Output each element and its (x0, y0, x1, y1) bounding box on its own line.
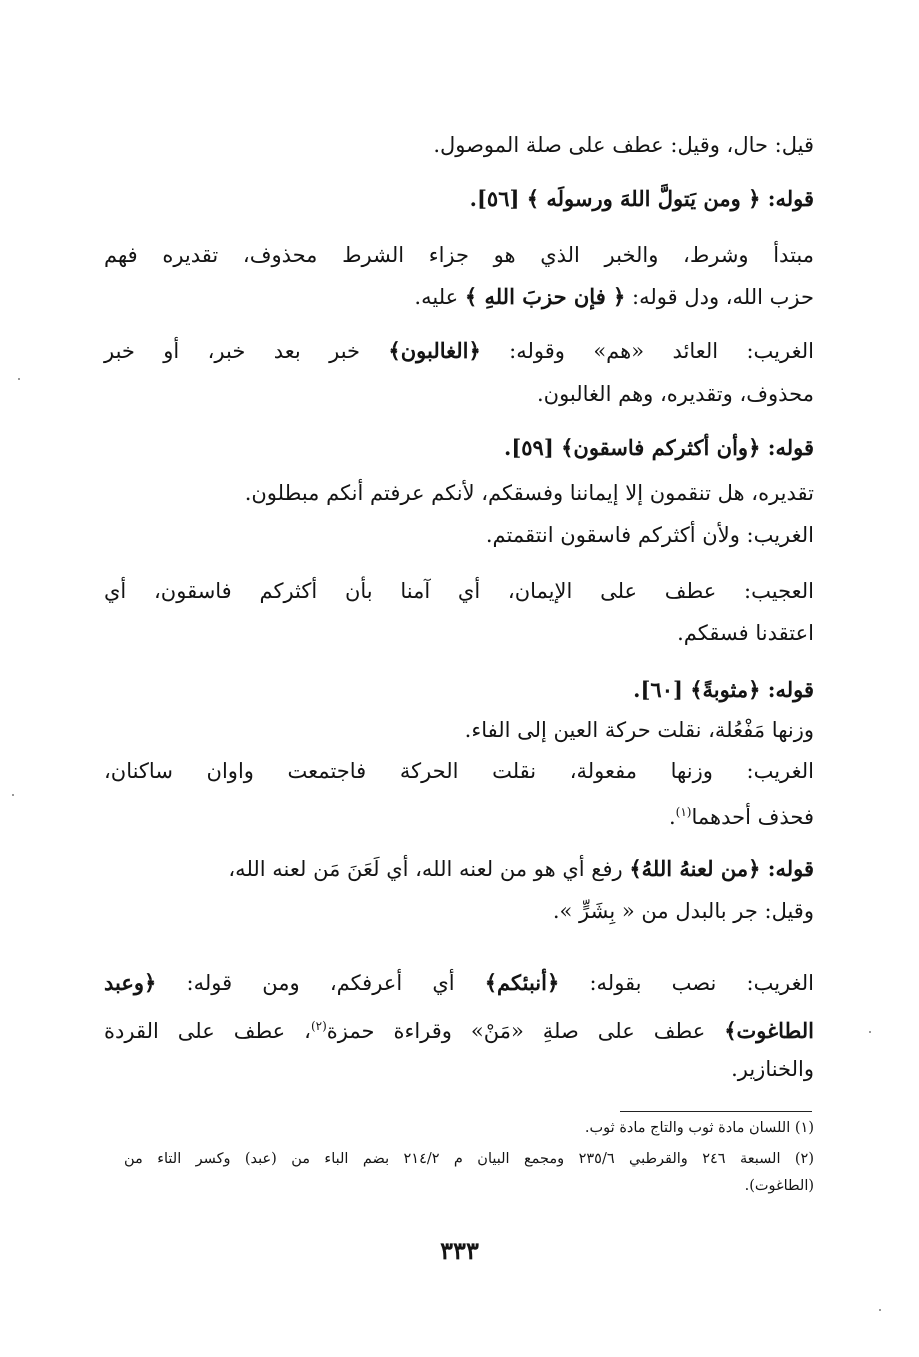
footnote-separator (620, 1111, 812, 1112)
text-span: وزنها مَفْعُلة، نقلت حركة العين إلى الفاء. (464, 718, 814, 742)
bold-text: قوله: (760, 677, 814, 702)
bold-text: ﴿ ومن يَتولَّ اللهَ ورسولَه ﴾ (526, 186, 761, 211)
page-number: ٣٣٣ (440, 1236, 479, 1265)
text-span: الغريب: وزنها مفعولة، نقلت الحركة فاجتمعت واوان ساكنان، (104, 759, 814, 783)
footnote-ref: (١) (675, 805, 692, 819)
text-span: خبر بعد خبر، أو خبر (104, 339, 389, 363)
bold-text: الطاغوت﴾ (724, 1018, 814, 1043)
bold-text: [٥٦]. (469, 186, 527, 211)
text-line (104, 184, 814, 214)
text-line (104, 1011, 814, 1046)
text-span: الغريب: نصب بقوله: (559, 971, 814, 995)
text-span: أي أعرفكم، ومن قوله: (156, 971, 485, 995)
scan-speck (879, 1309, 881, 1311)
text-line (104, 130, 814, 160)
scan-speck (18, 378, 20, 380)
text-span: عليه. (414, 285, 465, 309)
bold-text: [٦٠]. (633, 677, 691, 702)
text-line (104, 715, 814, 745)
text-span: وقيل: جر بالبدل من « بِشَرٍّ ». (552, 899, 814, 923)
text-span: مبتدأ وشرط، والخبر الذي هو جزاء الشرط محذوف، تقديره فهم (104, 243, 814, 267)
text-line (104, 240, 814, 270)
text-span: . (668, 805, 676, 829)
bold-text: ﴿أنبئكم﴾ (484, 970, 560, 995)
scan-speck (869, 1031, 871, 1033)
bold-text: ﴿وعبد (104, 970, 157, 995)
text-span: الغريب: ولأن أكثركم فاسقون انتقمتم. (485, 523, 814, 547)
text-span: حزب الله، ودل قوله: (625, 285, 814, 309)
bold-text: [٥٩]. (504, 435, 562, 460)
text-line (104, 520, 814, 550)
bold-text: قوله: (760, 186, 814, 211)
text-span: عطف على صلةِ «مَنْ» وقراءة حمزة (326, 1019, 725, 1043)
bold-text: ﴿من لعنهُ اللهُ﴾ (629, 856, 761, 881)
text-line (104, 896, 814, 926)
text-line (104, 797, 814, 832)
text-line (104, 756, 814, 786)
text-line (104, 968, 814, 998)
text-line (104, 336, 814, 366)
text-line (104, 854, 814, 884)
text-span: العجيب: عطف على الإيمان، أي آمنا بأن أكثركم فاسقون، أي (104, 579, 814, 603)
bold-text: قوله: (760, 435, 814, 460)
text-span: تقديره، هل تنقمون إلا إيماننا وفسقكم، لأنكم عرفتم أنكم مبطلون. (244, 481, 814, 505)
text-line (104, 433, 814, 463)
bold-text: ﴿ فإن حزبَ اللهِ ﴾ (464, 284, 626, 309)
text-span: رفع أي هو من لعنه الله، أي لَعَنَ مَن لعنه الله، (228, 857, 630, 881)
text-span: اعتقدنا فسقكم. (677, 621, 814, 645)
text-line (104, 618, 814, 648)
bold-text: ﴿مثوبةً﴾ (690, 677, 761, 702)
text-span: ، عطف على القردة (104, 1019, 311, 1043)
bold-text: قوله: (760, 856, 814, 881)
bold-text: ﴿وأن أكثركم فاسقون﴾ (561, 435, 761, 460)
text-line (104, 576, 814, 606)
text-line (104, 379, 814, 409)
scan-speck (12, 794, 14, 796)
text-line (104, 1054, 814, 1084)
footnote-line: (الطاغوت). (744, 1178, 814, 1194)
footnote-ref: (٢) (310, 1019, 327, 1033)
text-line (104, 675, 814, 705)
text-line (104, 478, 814, 508)
text-span: قيل: حال، وقيل: عطف على صلة الموصول. (433, 133, 814, 157)
footnote-line: (١) اللسان مادة ثوب والتاج مادة ثوب. (584, 1120, 814, 1136)
text-span: والخنازير. (731, 1057, 814, 1081)
text-span: محذوف، وتقديره، وهم الغالبون. (536, 382, 814, 406)
text-span: فحذف أحدهما (691, 805, 814, 829)
text-line (104, 282, 814, 312)
bold-text: ﴿الغالبون﴾ (388, 338, 481, 363)
footnote-line: (٢) السبعة ٢٤٦ والقرطبي ٢٣٥/٦ ومجمع البيان م ٢١٤/٢ بضم الباء من (عبد) وكسر التاء من (124, 1151, 814, 1167)
text-span: الغريب: العائد «هم» وقوله: (480, 339, 814, 363)
